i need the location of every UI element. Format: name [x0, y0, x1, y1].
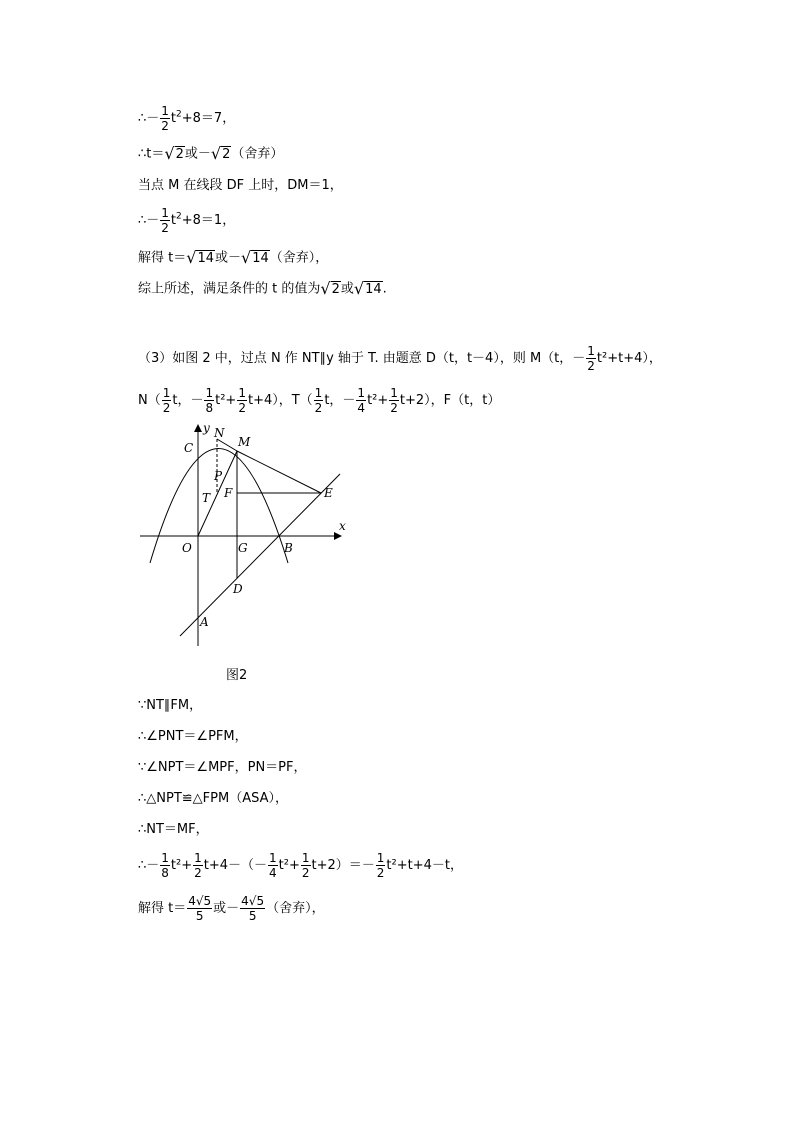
geometry-figure	[136, 420, 356, 660]
label-f: F	[224, 486, 233, 500]
part3-intro-line: （3）如图 2 中，过点 N 作 NT∥y 轴于 T. 由题意 D（t，t－4），则 M（t，－ $\frac{1}{2}$ t²+t+4），	[138, 344, 662, 373]
label-n: N	[214, 426, 225, 440]
equation-line-4: ∴－ $\frac{1}{2}$ $t^2+8=1$，	[138, 206, 236, 235]
label-b: B	[284, 541, 293, 555]
y-axis-arrow	[194, 424, 202, 432]
figure-caption: 图2	[226, 668, 248, 683]
sqrt: √ 2	[164, 144, 184, 163]
segment-nm	[217, 439, 237, 451]
label-a: A	[200, 615, 209, 629]
proof-line-1: ∵NT∥FM，	[138, 698, 203, 713]
fraction: $\frac{1}{2}$	[161, 104, 169, 133]
coordinates-line: N（ $\frac{1}{2}$ t，－ $\frac{1}{8}$ t²+ $\frac{1}{2}$ t+4），T（ $\frac{1}{2}$ t，－ $\frac{1}{4}$ t²+ $\frac{1}{2}$ t+2），F（t，t）	[138, 386, 501, 415]
sqrt: √ 2	[320, 279, 340, 298]
label-e: E	[324, 486, 333, 500]
label-p: P	[214, 469, 223, 483]
label-d: D	[233, 582, 243, 596]
label-g: G	[238, 541, 248, 555]
equation-line-14: ∴－ $\frac{1}{8}$ t²+ $\frac{1}{2}$ t+4－（－ $\frac{1}{4}$ t²+ $\frac{1}{2}$ t+2）＝－ $\frac{1}{2}$ t²+t+4－t，	[138, 851, 463, 880]
proof-line-3: ∵∠NPT＝∠MPF，PN＝PF，	[138, 760, 307, 775]
x-axis-arrow	[334, 532, 342, 540]
label-c: C	[184, 441, 194, 455]
conclusion-line: 综上所述，满足条件的 t 的值为 √ 2 或 √ 14 .	[138, 279, 387, 298]
solution-line: 解得 t＝ $\frac{4√5}{5}$ 或－ $\frac{4√5}{5}$ （舍弃），	[138, 894, 325, 923]
equation-line-1: ∴－ $\frac{1}{2}$ $t^2+8=7$，	[138, 104, 236, 133]
proof-line-2: ∴∠PNT＝∠PFM，	[138, 729, 248, 744]
sqrt: √ 14	[241, 248, 269, 267]
label-t: T	[202, 491, 211, 505]
text-prefix: ∴－	[138, 111, 160, 126]
equation-line-2: ∴t＝ √ 2 或－ √ 2 （舍弃）	[138, 144, 284, 163]
label-y: y	[203, 421, 210, 435]
text-line-3: 当点 M 在线段 DF 上时，DM＝1，	[138, 178, 343, 193]
proof-line-4: ∴△NPT≌△FPM（ASA），	[138, 791, 288, 806]
equation-line-5: 解得 t＝ √ 14 或－ √ 14 （舍弃），	[138, 248, 329, 267]
label-o: O	[182, 541, 192, 555]
label-x: x	[339, 519, 346, 533]
sqrt: √ 2	[210, 144, 231, 163]
fraction: $\frac{1}{2}$	[161, 206, 169, 235]
label-m: M	[238, 435, 251, 449]
proof-line-5: ∴NT＝MF，	[138, 822, 209, 837]
fraction: $\frac{1}{2}$	[587, 344, 595, 373]
sqrt: √ 14	[353, 279, 382, 298]
sqrt: √ 14	[186, 248, 214, 267]
